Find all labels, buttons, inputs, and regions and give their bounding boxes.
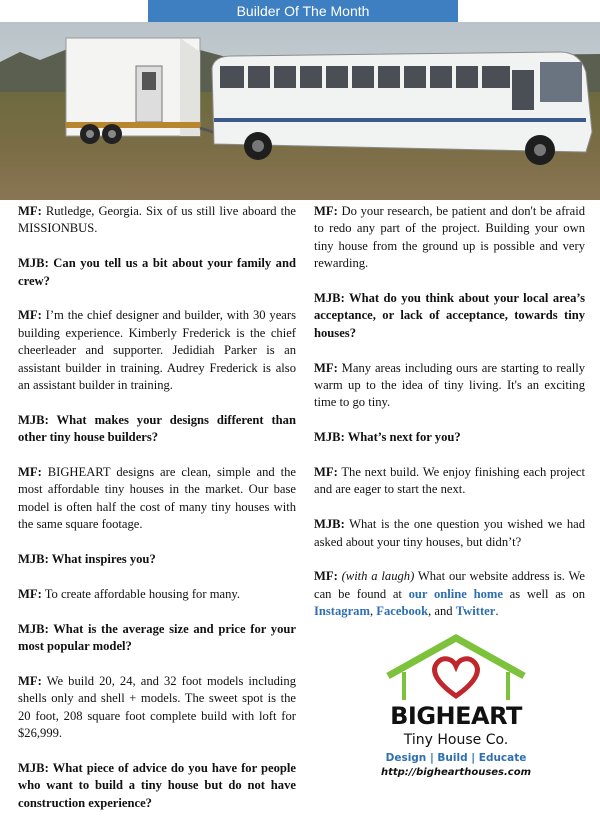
question-family: MJB: Can you tell us a bit about your family and crew? xyxy=(18,256,296,288)
question-acceptance: MJB: What do you think about your local area’s acceptance, or lack of acceptance, towards tiny houses? xyxy=(314,291,585,340)
right-column xyxy=(314,203,585,638)
answer-size-price xyxy=(18,673,296,743)
answer-family xyxy=(18,307,296,394)
answer-designs xyxy=(18,464,296,534)
logo-tagline: Design | Build | Educate xyxy=(385,752,527,764)
separator: , xyxy=(369,604,374,619)
answer-text: The next build. We enjoy finishing each project and are eager to start the next. xyxy=(314,465,586,497)
logo-url: http://bighearthouses.com xyxy=(380,767,532,778)
speaker-label: MF: xyxy=(314,569,338,584)
answer-text: Rutledge, Georgia. Six of us still live aboard the MISSIONBUS. xyxy=(18,204,296,236)
online-home-link[interactable]: our online home xyxy=(408,586,503,601)
speaker-label: MF: xyxy=(18,308,42,323)
answer-text: I’m the chief designer and builder, with 30 years building experience. Kimberly Frederick is the chief cheerleader and supporter. Jedidiah Parker is an assistant builder in training. Audrey Frederick is also an assistant builder in training. xyxy=(18,308,296,393)
speaker-label: MF: xyxy=(18,586,42,601)
answer-text: What our website address is. We can be found at xyxy=(314,569,585,601)
house-heart-icon xyxy=(376,634,536,704)
question-inspires: MJB: What inspires you? xyxy=(18,552,156,567)
logo-name: BIGHEART xyxy=(390,702,522,730)
page-banner: Builder Of The Month xyxy=(148,0,458,22)
question-text: What is the one question you wished we had asked about your tiny houses, but didn’t? xyxy=(314,517,585,549)
speaker-label: MJB: xyxy=(314,517,345,532)
left-column xyxy=(18,203,296,829)
speaker-label: MF: xyxy=(314,465,338,480)
twitter-link[interactable]: Twitter xyxy=(455,604,496,619)
speaker-label: MF: xyxy=(18,204,42,218)
bus-and-trailer-photo xyxy=(0,22,600,200)
answer-text: as well as on xyxy=(509,586,585,601)
answer-text: Do your research, be patient and don't be afraid to redo any part of the project. Building your own tiny house from the ground up is possible and very rewarding. xyxy=(314,204,585,271)
answer-acceptance xyxy=(314,360,585,412)
answer-text: , and xyxy=(428,604,453,619)
answer-text: Many areas including ours are starting to really warm up to the idea of tiny living. It's an exciting time to go tiny. xyxy=(314,360,585,410)
speaker-label: MF: xyxy=(314,360,338,375)
answer-text: We build 20, 24, and 32 foot models including shells only and shell + models. The sweet spot is the 20 foot, 208 square foot complete build with loft for $26,999. xyxy=(18,673,296,741)
answer-next xyxy=(314,464,585,499)
answer-inspires xyxy=(18,586,296,603)
answer-text: To create affordable housing for many. xyxy=(44,586,240,601)
question-wished xyxy=(314,516,585,551)
answer-website xyxy=(314,568,585,620)
question-size-price: MJB: What is the average size and price for your most popular model? xyxy=(18,621,296,654)
speaker-label: MF: xyxy=(18,673,42,688)
logo-subtitle: Tiny House Co. xyxy=(403,732,509,748)
speaker-label: MF: xyxy=(18,465,42,480)
question-designs: MJB: What makes your designs different than other tiny house builders? xyxy=(18,412,296,445)
period: . xyxy=(495,604,499,619)
bigheart-logo xyxy=(376,634,536,794)
question-next: MJB: What’s next for you? xyxy=(314,430,461,445)
facebook-link[interactable]: Facebook xyxy=(376,604,429,619)
answer-advice xyxy=(314,203,585,273)
answer-text: BIGHEART designs are clean, simple and the most affordable tiny houses in the market. Our base model is often half the cost of many tiny houses with the same square footage. xyxy=(18,465,296,532)
question-advice: MJB: What piece of advice do you have for people who want to build a tiny house but do not have construction experience? xyxy=(18,760,296,810)
speaker-label: MF: xyxy=(314,204,338,218)
instagram-link[interactable]: Instagram xyxy=(314,604,370,619)
aside-text: (with a laugh) xyxy=(341,569,415,584)
answer-location xyxy=(18,203,296,238)
